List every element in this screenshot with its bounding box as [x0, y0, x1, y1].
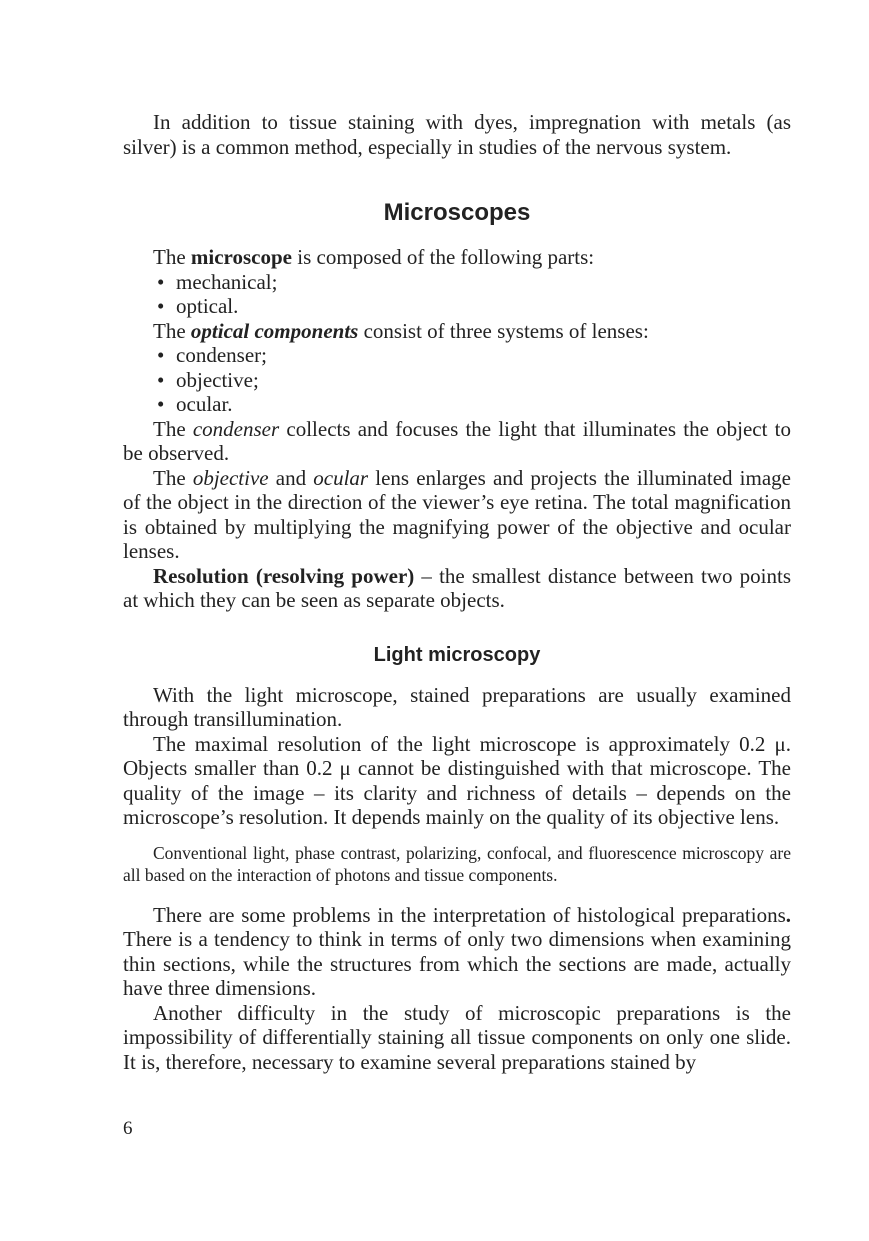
interpretation-problems-paragraph: There are some problems in the interpretation of histological preparations. There is a tendency to think in terms of only two dimensions when examining thin sections, while the structures from which the sections are made, actually have three dimensions. — [123, 902, 791, 1000]
bullet-icon: • — [157, 269, 165, 294]
bullet-icon: • — [157, 294, 165, 318]
term-resolution: Resolution (resolving power) — [153, 563, 415, 588]
bullet-icon: • — [157, 392, 165, 416]
page-number: 6 — [123, 1118, 133, 1139]
bullet-icon: • — [157, 343, 165, 367]
objective-ocular-paragraph: The objective and ocular lens enlarges and projects the illuminated image of the object in the direction of the viewer’s eye retina. The total magnification is obtained by multiplying the magnifying power of the objective and ocular lenses. — [123, 465, 791, 563]
section-heading-microscopes: Microscopes — [383, 199, 531, 226]
transillumination-paragraph: With the light microscope, stained preparations are usually examined through transillumination. — [123, 682, 791, 731]
microscope-parts-intro: The microscope is composed of the following parts: — [153, 245, 595, 269]
term-objective: objective — [192, 465, 269, 490]
term-ocular: ocular — [313, 465, 369, 490]
staining-difficulty-paragraph: Another difficulty in the study of microscopic preparations is the impossibility of differentially staining all tissue components on only one slide. It is, therefore, necessary to examine several preparations stained by — [123, 1000, 791, 1074]
list-item: • condenser; — [157, 343, 267, 367]
list-item: • objective; — [157, 367, 259, 392]
note-paragraph: Conventional light, phase contrast, polarizing, confocal, and fluorescence microscopy are all based on the interaction of photons and tissue components. — [123, 842, 791, 885]
section-heading-light-microscopy: Light microscopy — [373, 643, 541, 666]
optical-components-intro: The optical components consist of three systems of lenses: — [153, 318, 649, 343]
list-item: • optical. — [157, 294, 239, 318]
term-microscope: microscope — [190, 245, 292, 269]
list-item: • mechanical; — [157, 269, 278, 294]
list-item: • ocular. — [157, 392, 233, 416]
resolution-paragraph: Resolution (resolving power) – the smallest distance between two points at which they can be seen as separate objects. — [123, 563, 791, 612]
term-condenser: condenser — [192, 416, 280, 441]
intro-paragraph: In addition to tissue staining with dyes, impregnation with metals (as silver) is a common method, especially in studies of the nervous system. — [123, 110, 791, 159]
parts-list — [123, 270, 791, 319]
max-resolution-paragraph: The maximal resolution of the light microscope is approximately 0.2 μ. Objects smaller than 0.2 μ cannot be distinguished with that microscope. The quality of the image – its clarity and richness of details – depends on the microscope’s resolution. It depends mainly on the quality of its objective lens. — [123, 731, 791, 829]
page-body — [123, 110, 791, 1074]
term-optical-components: optical components — [190, 318, 359, 343]
lenses-list — [123, 343, 791, 417]
bullet-icon: • — [157, 367, 165, 392]
condenser-paragraph: The condenser collects and focuses the light that illuminates the object to be observed. — [123, 416, 791, 465]
